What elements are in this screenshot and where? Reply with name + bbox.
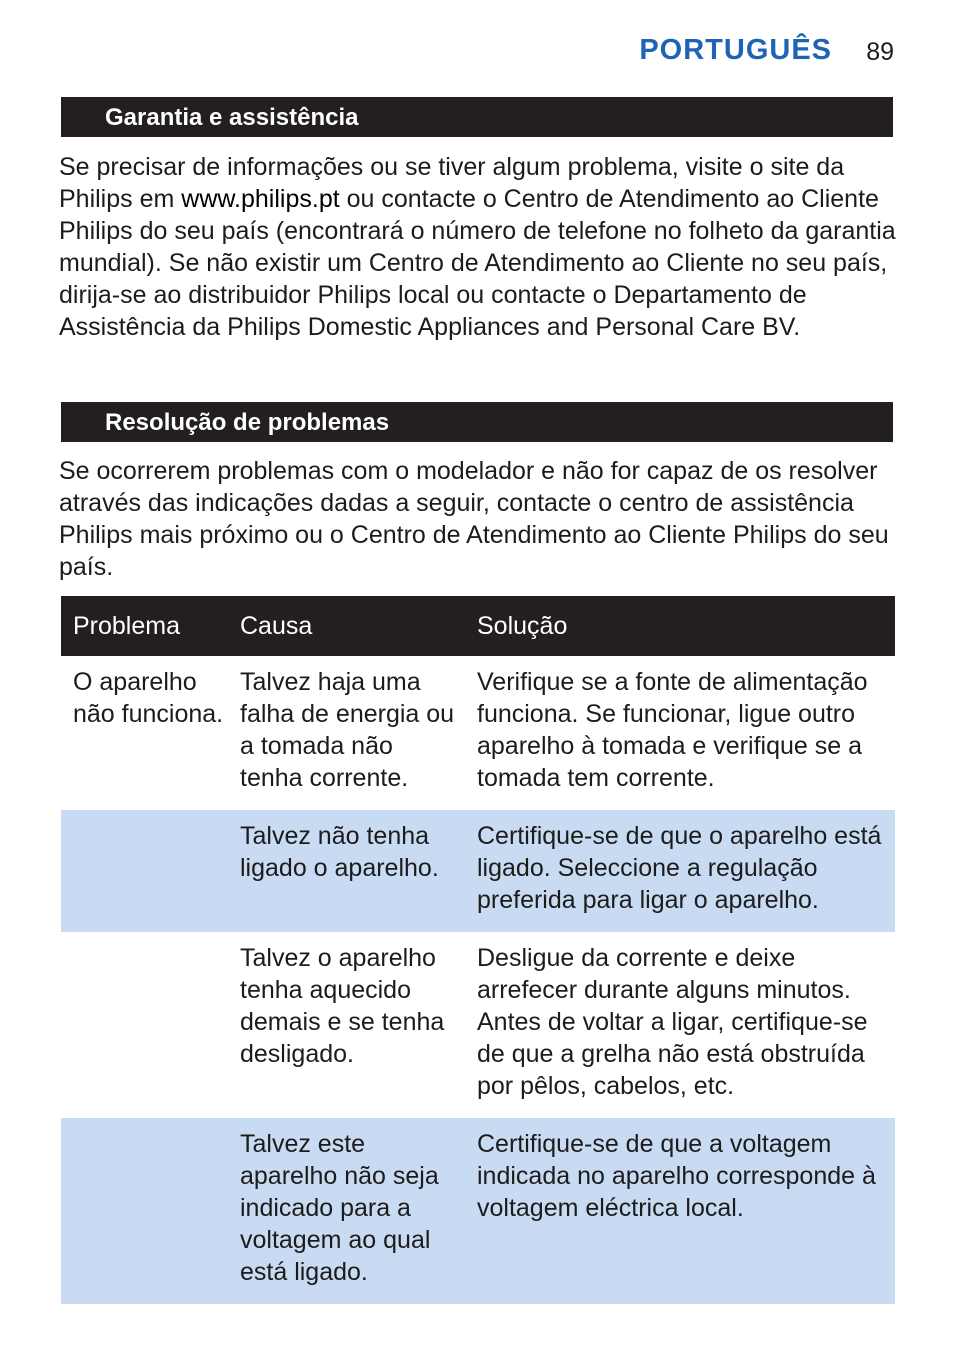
solution-cell: Verifique se a fonte de alimentação funciona. Se funcionar, ligue outro aparelho à tomada e verifique se a tomada tem corrente. [477,668,868,792]
header-cause: Causa [228,596,465,656]
warranty-text-start: Se precisar de informações ou se tiver algum problema, visite o site da Philips em [59,153,845,213]
troubleshooting-table [61,596,895,1304]
table-row [61,932,895,1118]
cause-cell: Talvez este aparelho não seja indicado para a voltagem ao qual está ligado. [228,1118,465,1304]
solution-cell: Desligue da corrente e deixe arrefecer durante alguns minutos. Antes de voltar a ligar, certifique-se de que a grelha não está obstruída por pêlos, cabelos, etc. [477,944,868,1100]
cause-cell: Talvez não tenha ligado o aparelho. [228,810,465,932]
cause-cell: Talvez haja uma falha de energia ou a tomada não tenha corrente. [240,668,455,792]
section-title-warranty: Garantia e assistência [61,97,893,137]
cause-cell: Talvez o aparelho tenha aquecido demais e se tenha desligado. [240,944,445,1068]
table-row [61,810,895,932]
problem-cell: O aparelho não funciona. [73,668,224,728]
table-header-row [61,596,895,656]
warranty-paragraph [59,151,899,343]
table-row [61,656,895,810]
table-row [61,1118,895,1304]
header-problem: Problema [61,596,228,656]
solution-cell: Certifique-se de que a voltagem indicada no aparelho corresponde à voltagem eléctrica local. [465,1118,895,1304]
troubleshooting-paragraph: Se ocorrerem problemas com o modelador e não for capaz de os resolver através das indicações dadas a seguir, contacte o centro de assistência Philips mais próximo ou o Centro de Atendimento ao Cliente Philips do seu país. [59,457,889,581]
header-solution: Solução [465,596,895,656]
philips-website-link[interactable]: www.philips.pt [181,185,340,213]
problem-cell [61,932,228,1118]
warranty-text-end: ou contacte o Centro de Atendimento ao Cliente Philips do seu país (encontrará o número de telefone no folheto da garantia mundial). Se não existir um Centro de Atendimento ao Cliente no seu país, dirija-se ao distribuidor Philips local ou contacte o Departamento de Assistência da Philips Domestic Appliances and Personal Care BV. [59,185,896,341]
solution-cell: Certifique-se de que o aparelho está ligado. Seleccione a regulação preferida para ligar o aparelho. [465,810,895,932]
problem-cell [61,810,228,932]
language-header: PORTUGUÊS [639,34,832,66]
section-title-troubleshooting: Resolução de problemas [61,402,893,442]
page-number: 89 [866,38,894,66]
problem-cell [61,1118,228,1304]
